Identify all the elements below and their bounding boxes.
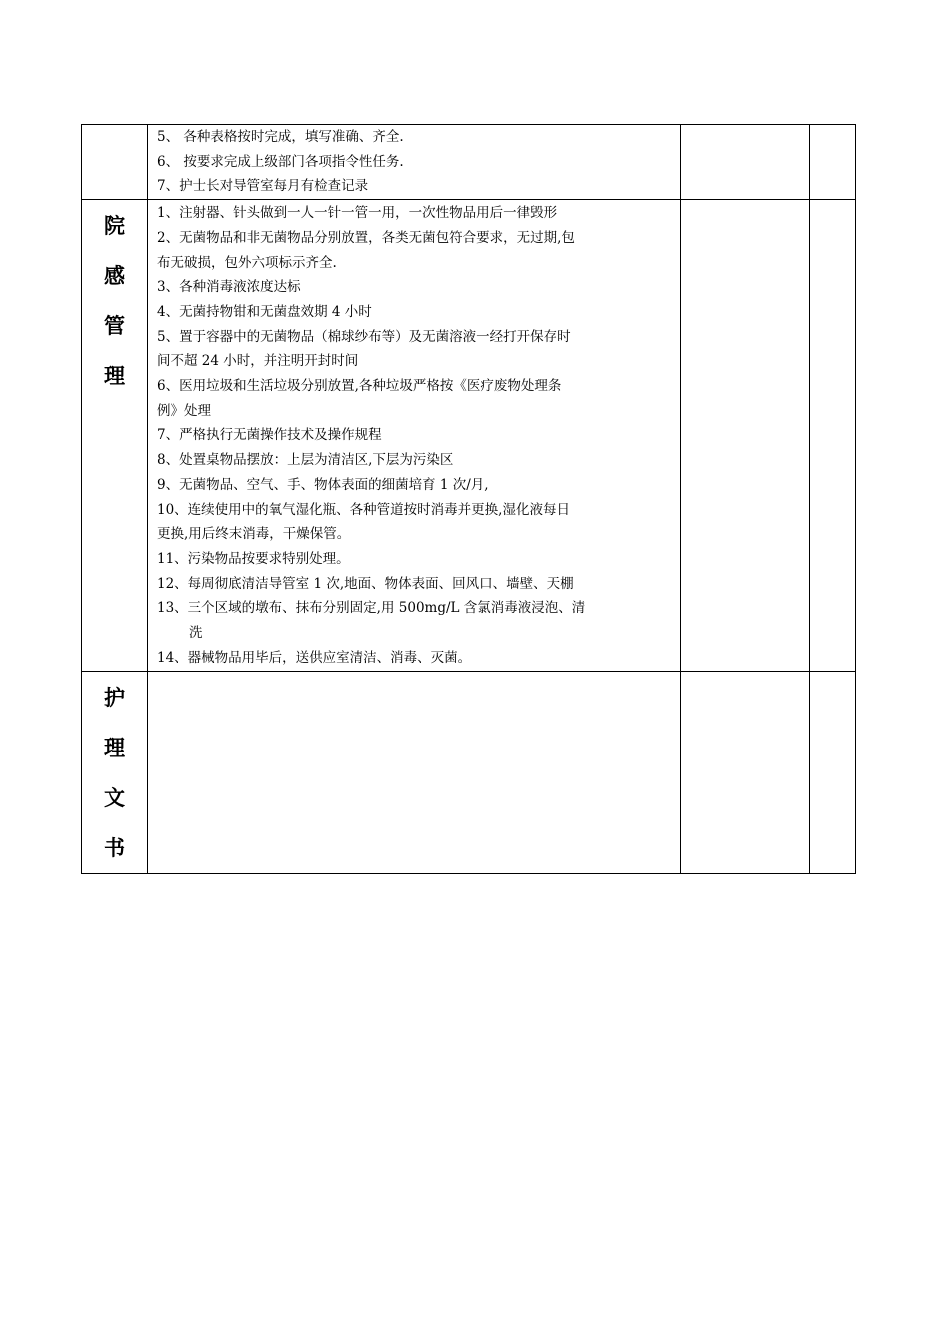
content-cell-empty <box>148 672 681 874</box>
category-char: 文 <box>104 786 125 811</box>
inspection-table <box>81 124 856 874</box>
list-item: 9、无菌物品、空气、手、物体表面的细菌培育 1 次/月, <box>157 476 489 493</box>
category-char: 管 <box>104 314 125 339</box>
category-char: 书 <box>104 836 125 861</box>
note-cell <box>810 672 856 874</box>
note-cell <box>810 200 856 672</box>
category-char: 感 <box>104 264 125 289</box>
category-char: 院 <box>104 214 125 239</box>
category-char: 理 <box>104 736 125 761</box>
table-row-continuation <box>82 125 856 200</box>
note-cell <box>810 125 856 200</box>
list-item-continuation: 例》处理 <box>157 402 211 419</box>
list-item: 14、器械物品用毕后，送供应室清洁、消毒、灭菌。 <box>157 649 472 666</box>
category-cell <box>82 200 148 672</box>
list-item-continuation: 更换,用后终末消毒，干燥保管。 <box>157 526 351 543</box>
table-row-infection-control <box>82 200 856 672</box>
category-cell <box>82 672 148 874</box>
list-item: 6、医用垃圾和生活垃圾分别放置,各种垃圾严格按《医疗废物处理条 <box>157 378 562 395</box>
score-cell <box>681 200 810 672</box>
list-item: 8、处置桌物品摆放：上层为清洁区,下层为污染区 <box>157 452 454 469</box>
list-item: 7、护士长对导管室每月有检查记录 <box>157 178 369 195</box>
list-item: 12、每周彻底清洁导管室 1 次,地面、物体表面、回风口、墙壁、天棚 <box>157 575 574 592</box>
table-row-nursing-documents <box>82 672 856 874</box>
list-item-continuation: 布无破损，包外六项标示齐全. <box>157 254 337 271</box>
score-cell <box>681 672 810 874</box>
category-cell-empty <box>82 125 148 200</box>
list-item: 2、无菌物品和非无菌物品分别放置，各类无菌包符合要求，无过期,包 <box>157 229 575 246</box>
content-cell <box>148 200 681 672</box>
list-item-continuation: 洗 <box>189 625 203 642</box>
category-char: 理 <box>104 364 125 389</box>
list-item: 5、 各种表格按时完成，填写准确、齐全. <box>157 129 404 145</box>
list-item: 11、污染物品按要求特别处理。 <box>157 550 350 567</box>
list-item: 10、连续使用中的氧气湿化瓶、各种管道按时消毒并更换,湿化液每日 <box>157 501 570 518</box>
list-item: 5、置于容器中的无菌物品（棉球纱布等）及无菌溶液一经打开保存时 <box>157 328 571 345</box>
list-item-continuation: 间不超 24 小时，并注明开封时间 <box>157 353 359 370</box>
category-char: 护 <box>104 686 125 711</box>
list-item: 13、三个区域的墩布、抹布分别固定,用 500mg/L 含氯消毒液浸泡、清 <box>157 600 586 617</box>
list-item: 4、无菌持物钳和无菌盘效期 4 小时 <box>157 303 372 320</box>
list-item: 1、注射器、针头做到一人一针一管一用，一次性物品用后一律毁形 <box>157 205 558 222</box>
list-item: 3、各种消毒液浓度达标 <box>157 279 301 296</box>
list-item: 7、严格执行无菌操作技术及操作规程 <box>157 427 382 444</box>
score-cell <box>681 125 810 200</box>
list-item: 6、 按要求完成上级部门各项指令性任务. <box>157 153 404 170</box>
content-cell <box>148 125 681 200</box>
